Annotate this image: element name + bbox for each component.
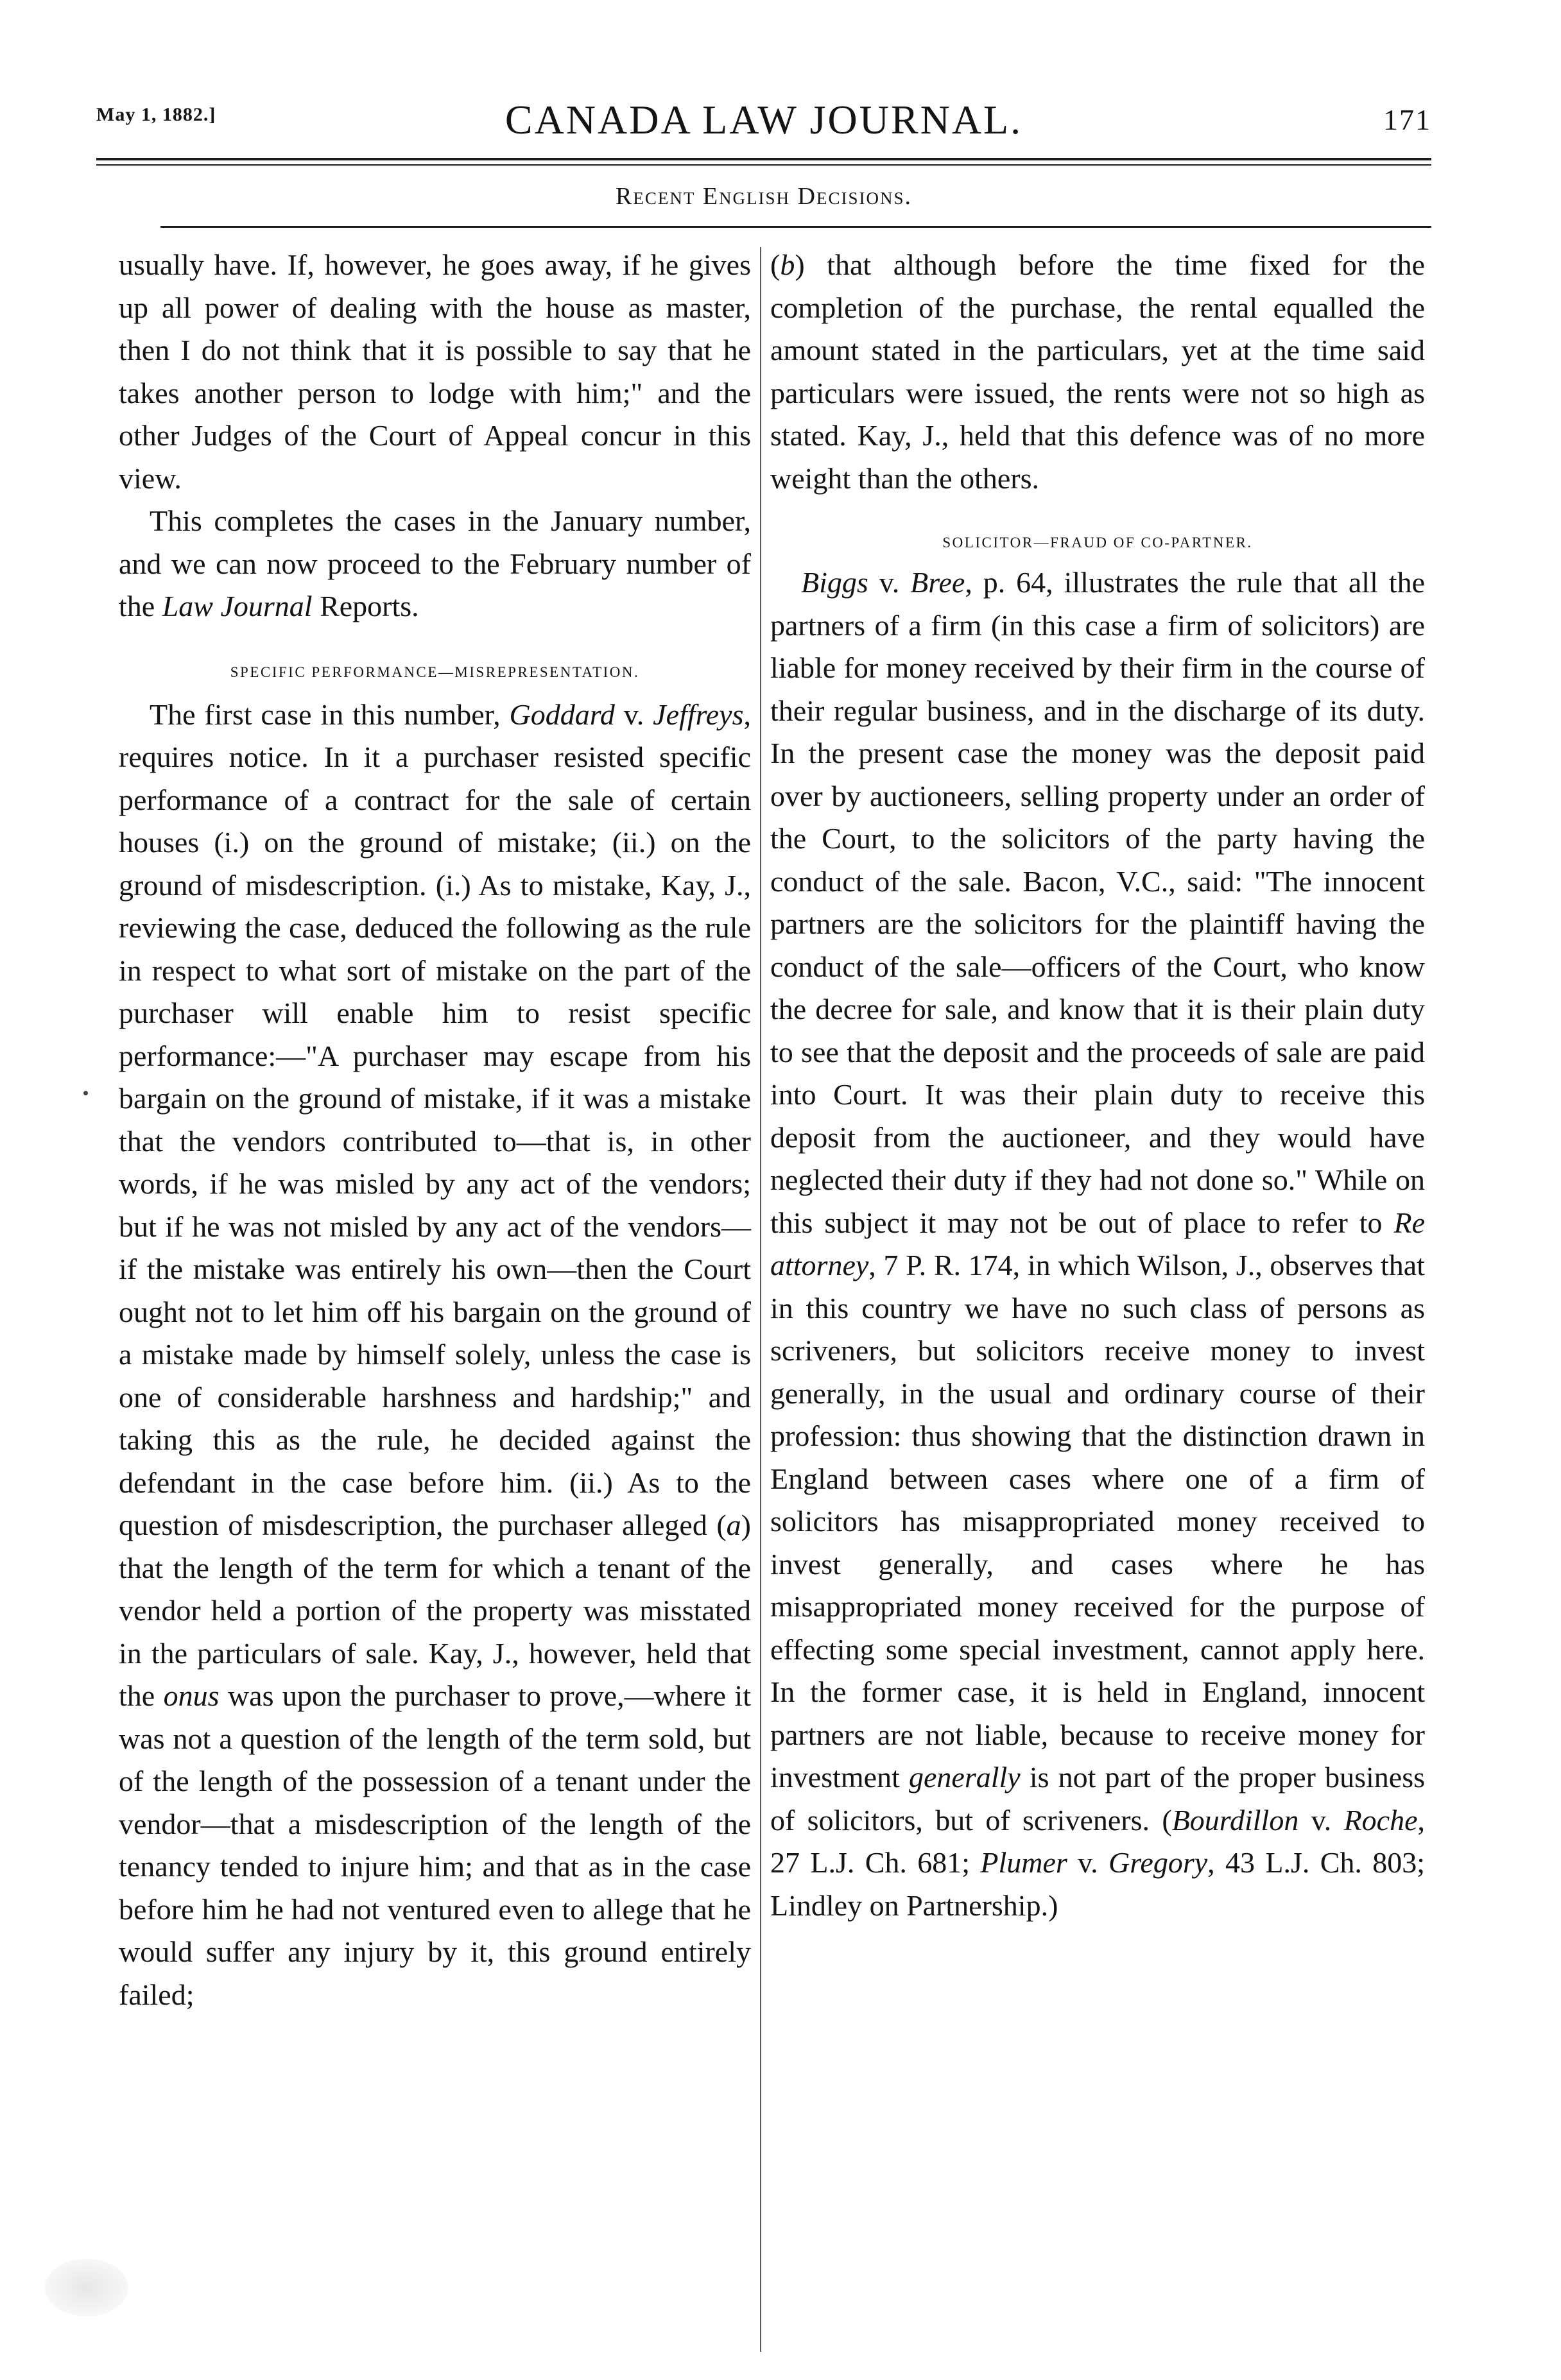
header-rule-thin	[96, 164, 1431, 166]
case-name: Re attorney	[770, 1206, 1425, 1281]
italic-term: generally	[908, 1761, 1021, 1794]
paragraph-text: , requires notice. In it a purchaser resisted specific performance of a contract for the sale of certain houses (i.) on the ground of mistake; (ii.) on the ground of misdescription. (i.) As to mistake, Kay, J., reviewing the case, deduced the following as the rule in respect to what sort of mistake on the part of the purchaser will enable him to resist specific performance:—"A purchaser may escape from his bargain on the ground of mistake, if it was a mistake that the vendors contributed to—that is, in other words, if he was misled by any act of the vendors; but if he was not misled by any act of the vendors—if the mistake was entirely his own—then the Court ought not to let him off his bargain on the ground of a mistake made by himself solely, unless the case is one of considerable harshness and hardship;" and taking this as the rule, he decided against the defendant in the case before him. (ii.) As to the question of misdescription, the purchaser alleged (	[119, 698, 751, 1541]
paragraph-text: was upon the purchaser to prove,—where it was not a question of the length of the term sold, but of the length of the possession of a tenant under the vendor—that a misdescription of the length of the tenancy tended to injure him; and that as in the case before him he had not ventured even to allege that he would suffer any injury by it, this ground entirely failed;	[119, 1679, 751, 2011]
case-name: Jeffreys	[653, 698, 744, 731]
header-rule-thick	[96, 158, 1431, 160]
paragraph-text: v.	[1298, 1803, 1344, 1836]
case-name: Biggs	[801, 566, 868, 599]
paragraph-text: v.	[868, 566, 911, 599]
case-name: Roche	[1343, 1803, 1418, 1836]
case-name: Gregory	[1108, 1846, 1208, 1879]
left-column	[119, 244, 751, 2016]
case-name: Goddard	[509, 698, 615, 731]
case-name: Bourdillon	[1171, 1803, 1299, 1836]
section-rule	[160, 226, 1431, 228]
paper-stain	[45, 2259, 128, 2316]
paragraph-text: v.	[1067, 1846, 1108, 1879]
paragraph-text: , p. 64, illustrates the rule that all the partners of a firm (in this case a firm of solicitors) are liable for money received by their firm in the course of their regular business, and in the discharge of its duty. In the present case the money was the deposit paid over by auctioneers, selling property under an order of the Court, to the solicitors of the party having the conduct of the sale. Bacon, V.C., said: "The innocent partners are the solicitors for the plaintiff having the conduct of the sale—officers of the Court, who know the decree for sale, and know that it is their plain duty to see that the deposit and the proceeds of sale are paid into Court. It was their plain duty to receive this deposit from the auctioneer, and they would have neglected their duty if they had not done so." While on this subject it may not be out of place to refer to	[770, 566, 1425, 1239]
issue-date: May 1, 1882.]	[96, 104, 216, 125]
paragraph-text: The first case in this number,	[150, 698, 510, 731]
running-head	[96, 96, 1431, 148]
journal-title: CANADA LAW JOURNAL.	[505, 97, 1023, 142]
paragraph-text: ) that the length of the term for which a tenant of the vendor held a portion of the property was misstated in the particulars of sale. Kay, J., however, held that the	[119, 1509, 751, 1712]
paragraph-text: is not part of the proper business of solicitors, but of scriveners. (	[770, 1761, 1425, 1836]
paragraph-goddard-jeffreys	[119, 694, 751, 2017]
section-heading: Recent English Decisions.	[616, 183, 912, 210]
paragraph-text: , 43 L.J. Ch. 803; Lindley on Partnership.)	[770, 1846, 1426, 1922]
paragraph-text: ) that although before the time fixed for the completion of the purchase, the rental equalled the amount stated in the particulars, yet at the time said particulars were issued, the rents were not so high as stated. Kay, J., held that this defence was of no more weight than the others.	[770, 248, 1425, 495]
paragraph-text: (	[770, 248, 780, 281]
paragraph-biggs-bree	[770, 561, 1425, 1927]
italic-term: onus	[163, 1679, 220, 1712]
paragraph-continuation	[119, 244, 751, 500]
paragraph-text: Reports.	[312, 590, 419, 622]
subheading-specific-performance: SPECIFIC PERFORMANCE—MISREPRESENTATION.	[230, 663, 640, 680]
paragraph-rental-defence	[770, 244, 1425, 500]
page-number: 171	[1383, 103, 1431, 136]
paragraph-text: v.	[614, 698, 653, 731]
italic-letter: b	[780, 248, 795, 281]
print-speck	[83, 1091, 88, 1095]
case-name: Plumer	[980, 1846, 1067, 1879]
paragraph-january-number	[119, 500, 751, 628]
paragraph-text: , 27 L.J. Ch. 681;	[770, 1803, 1426, 1879]
case-name: Bree	[910, 566, 965, 599]
column-divider	[760, 247, 761, 2352]
italic-letter: a	[726, 1509, 741, 1541]
paragraph-text: This completes the cases in the January number, and we can now proceed to the February number of the	[119, 504, 751, 622]
right-column	[770, 244, 1425, 1927]
paragraph-text: usually have. If, however, he goes away, if he gives up all power of dealing with the house as master, then I do not think that it is possible to say that he takes another person to lodge with him;" and the other Judges of the Court of Appeal concur in this view.	[119, 248, 751, 495]
paragraph-text: , 7 P. R. 174, in which Wilson, J., observes that in this country we have no such class of persons as scriveners, but solicitors receive money to invest generally, in the usual and ordinary course of their profession: thus showing that the distinction drawn in England between cases where one of a firm of solicitors has misappropriated money received to invest generally, and cases where he has misappropriated money received for the purpose of effecting some special investment, cannot apply here. In the former case, it is held in England, innocent partners are not liable, because to receive money for investment	[770, 1249, 1425, 1794]
italic-reference: Law Journal	[162, 590, 313, 622]
subheading-solicitor-fraud: SOLICITOR—FRAUD OF CO-PARTNER.	[942, 535, 1253, 551]
